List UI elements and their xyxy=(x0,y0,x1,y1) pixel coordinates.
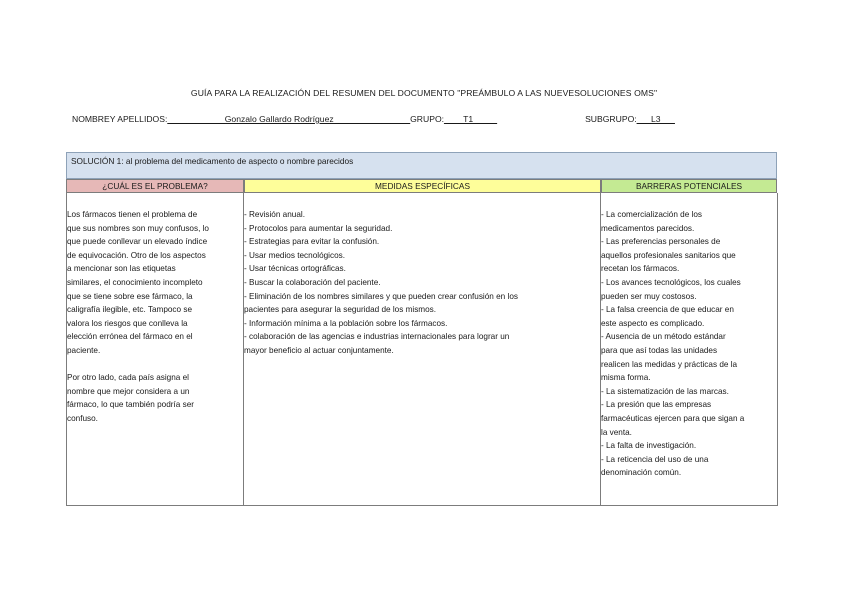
problem-text-line: paciente. xyxy=(67,345,101,355)
measure-item: - Usar técnicas ortográficas. xyxy=(244,264,346,274)
solution-heading: SOLUCIÓN 1: al problema del medicamento de aspecto o nombre parecidos xyxy=(66,152,777,179)
barrier-item: realicen las medidas y prácticas de la xyxy=(601,359,738,369)
barrier-item: para que así todas las unidades xyxy=(601,345,718,355)
problem-text-line: nombre que mejor considera a un xyxy=(67,386,190,396)
measure-item: - Buscar la colaboración del paciente. xyxy=(244,277,381,287)
barrier-item: - Los avances tecnológicos, los cuales xyxy=(601,277,741,287)
measure-item: - Eliminación de los nombres similares y que pueden crear confusión en los xyxy=(244,291,518,301)
header-measures: MEDIDAS ESPECÍFICAS xyxy=(244,179,601,193)
problem-text-line: valora los riesgos que conlleva la xyxy=(67,318,188,328)
problem-text-line: que se tiene sobre ese fármaco, la xyxy=(67,291,193,301)
barrier-item: denominación común. xyxy=(601,468,682,478)
barrier-item: este aspecto es complicado. xyxy=(601,318,705,328)
barrier-item: - La comercialización de los xyxy=(601,210,703,219)
barriers-cell xyxy=(601,193,778,506)
problem-text-line: elección errónea del fármaco en el xyxy=(67,332,193,342)
barrier-item: misma forma. xyxy=(601,373,651,383)
barrier-item: - La sistematización de las marcas. xyxy=(601,386,729,396)
header-barriers: BARRERAS POTENCIALES xyxy=(601,179,777,193)
barrier-item: pueden ser muy costosos. xyxy=(601,291,697,301)
group-label: GRUPO: xyxy=(410,114,445,124)
student-info xyxy=(72,114,792,124)
measure-item: - Revisión anual. xyxy=(244,210,305,219)
barrier-item: - La falta de investigación. xyxy=(601,441,697,451)
name-label: NOMBREY APELLIDOS: xyxy=(72,114,168,124)
subgroup-value: ___L3___ xyxy=(636,114,675,124)
barrier-item: - Las preferencias personales de xyxy=(601,237,721,247)
name-value: ____________Gonzalo Gallardo Rodríguez________________ xyxy=(167,114,411,124)
measures-cell xyxy=(244,193,601,506)
measure-item: mayor beneficio al actuar conjuntamente. xyxy=(244,345,394,355)
barrier-item: - La reticencia del uso de una xyxy=(601,454,709,464)
solution-table xyxy=(66,152,778,506)
problem-text-line: a mencionar son las etiquetas xyxy=(67,264,176,274)
problem-text-line xyxy=(67,358,243,372)
group-value: ____T1_____ xyxy=(444,114,498,124)
barrier-item: aquellos profesionales sanitarios que xyxy=(601,250,736,260)
header-problem: ¿CUÁL ES EL PROBLEMA? xyxy=(66,179,244,193)
barrier-item: medicamentos parecidos. xyxy=(601,223,695,233)
measure-item: - colaboración de las agencias e industrias internacionales para lograr un xyxy=(244,332,510,342)
subgroup-label: SUBGRUPO: xyxy=(585,114,637,124)
document-title: GUÍA PARA LA REALIZACIÓN DEL RESUMEN DEL DOCUMENTO "PREÁMBULO A LAS NUEVESOLUCIONES OMS" xyxy=(190,88,658,98)
problem-text-line: que puede conllevar un elevado índice xyxy=(67,237,208,247)
measure-item: - Protocolos para aumentar la seguridad. xyxy=(244,223,393,233)
measure-item: - Estrategias para evitar la confusión. xyxy=(244,237,380,247)
measure-item: - Usar medios tecnológicos. xyxy=(244,250,346,260)
barrier-item: - Ausencia de un método estándar xyxy=(601,332,726,342)
problem-text-line: similares, el conocimiento incompleto xyxy=(67,277,203,287)
barrier-item: la venta. xyxy=(601,427,632,437)
problem-text-line: Los fármacos tienen el problema de xyxy=(67,210,198,219)
problem-text-line: de equivocación. Otro de los aspectos xyxy=(67,250,206,260)
problem-text-line: fármaco, lo que también podría ser xyxy=(67,400,194,410)
problem-text-line: confuso. xyxy=(67,413,98,423)
problem-cell xyxy=(66,193,244,506)
barrier-item: - La presión que las empresas xyxy=(601,400,712,410)
measure-item: - Información mínima a la población sobre los fármacos. xyxy=(244,318,448,328)
barrier-item: recetan los fármacos. xyxy=(601,264,680,274)
problem-text-line: Por otro lado, cada país asigna el xyxy=(67,373,189,383)
barrier-item: - La falsa creencia de que educar en xyxy=(601,305,734,315)
barrier-item: farmacéuticas ejercen para que sigan a xyxy=(601,413,745,423)
measure-item: pacientes para asegurar la seguridad de los mismos. xyxy=(244,305,437,315)
problem-text-line: que sus nombres son muy confusos, lo xyxy=(67,223,209,233)
problem-text-line: caligrafía ilegible, etc. Tampoco se xyxy=(67,305,193,315)
